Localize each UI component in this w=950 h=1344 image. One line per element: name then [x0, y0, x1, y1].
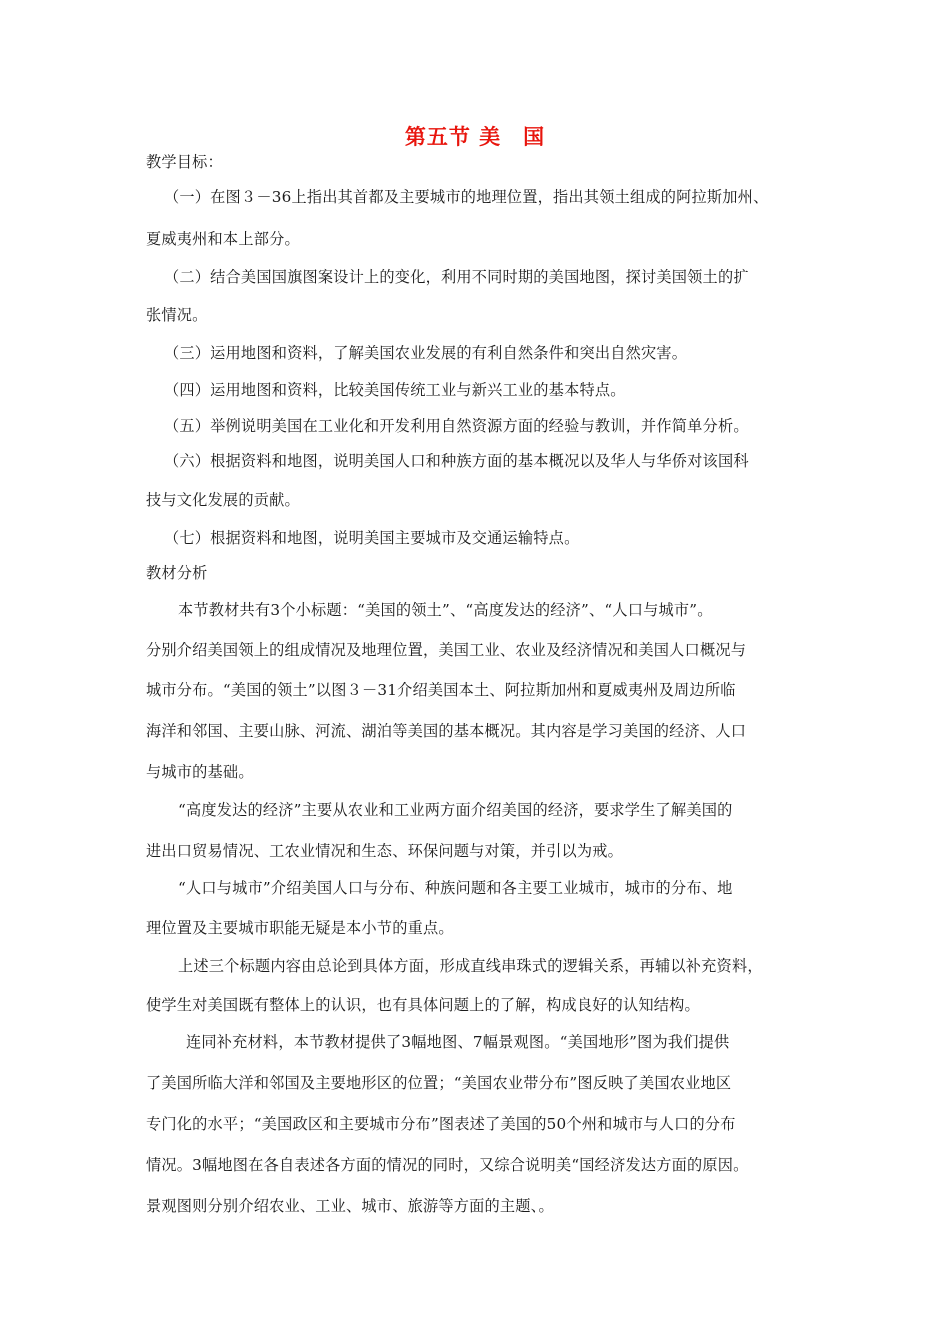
objective-3: （三）运用地图和资料，了解美国农业发展的有利自然条件和突出自然灾害。: [164, 344, 688, 362]
objectives-heading: 教学目标：: [146, 153, 223, 171]
analysis-heading: 教材分析: [146, 564, 208, 582]
paragraph-1-line-4: 海洋和邻国、主要山脉、河流、湖泊等美国的基本概况。其内容是学习美国的经济、人口: [146, 722, 747, 740]
paragraph-2-line-2: 进出口贸易情况、工农业情况和生态、环保问题与对策，并引以为戒。: [146, 842, 624, 860]
paragraph-1-line-5: 与城市的基础。: [146, 763, 254, 781]
objective-5: （五）举例说明美国在工业化和开发利用自然资源方面的经验与教训，并作简单分析。: [164, 417, 749, 435]
paragraph-1-line-2: 分别介绍美国领上的组成情况及地理位置，美国工业、农业及经济情况和美国人口概况与: [146, 641, 747, 659]
objective-4: （四）运用地图和资料，比较美国传统工业与新兴工业的基本特点。: [164, 381, 626, 399]
paragraph-1-line-3: 城市分布。“美国的领土”以图３－31介绍美国本土、阿拉斯加州和夏威夷州及周边所临: [146, 681, 736, 699]
paragraph-5-line-1: 连同补充材料，本节教材提供了3幅地图、7幅景观图。“美国地形”图为我们提供: [186, 1033, 730, 1051]
paragraph-5-line-3: 专门化的水平；“美国政区和主要城市分布”图表述了美国的50个州和城市与人口的分布: [146, 1115, 736, 1133]
paragraph-5-line-2: 了美国所临大洋和邻国及主要地形区的位置；“美国农业带分布”图反映了美国农业地区: [146, 1074, 732, 1092]
paragraph-2-line-1: “高度发达的经济”主要从农业和工业两方面介绍美国的经济，要求学生了解美国的: [178, 801, 733, 819]
objective-6-line-1: （六）根据资料和地图，说明美国人口和种族方面的基本概况以及华人与华侨对该国科: [164, 452, 749, 470]
objective-6-line-2: 技与文化发展的贡献。: [146, 491, 300, 509]
paragraph-3-line-2: 理位置及主要城市职能无疑是本小节的重点。: [146, 919, 454, 937]
objective-2-line-2: 张情况。: [146, 306, 208, 324]
paragraph-5-line-5: 景观图则分别介绍农业、工业、城市、旅游等方面的主题、。: [146, 1197, 554, 1215]
objective-1-line-1: （一）在图３－36上指出其首都及主要城市的地理位置，指出其领土组成的阿拉斯加州、: [164, 188, 769, 206]
paragraph-3-line-1: “人口与城市”介绍美国人口与分布、种族问题和各主要工业城市，城市的分布、地: [178, 879, 733, 897]
objective-2-line-1: （二）结合美国国旗图案设计上的变化，利用不同时期的美国地图，探讨美国领土的扩: [164, 268, 749, 286]
objective-1-line-2: 夏威夷州和本上部分。: [146, 230, 300, 248]
paragraph-4-line-1: 上述三个标题内容由总论到具体方面，形成直线串珠式的逻辑关系，再辅以补充资料，: [178, 957, 763, 975]
objective-7: （七）根据资料和地图，说明美国主要城市及交通运输特点。: [164, 529, 580, 547]
paragraph-1-line-1: 本节教材共有3个小标题：“美国的领土”、“高度发达的经济”、“人口与城市”。: [178, 601, 713, 619]
document-title: 第五节 美 国: [404, 124, 546, 149]
paragraph-5-line-4: 情况。3幅地图在各自表述各方面的情况的同时，又综合说明美“国经济发达方面的原因。: [146, 1156, 749, 1174]
paragraph-4-line-2: 使学生对美国既有整体上的认识，也有具体问题上的了解，构成良好的认知结构。: [146, 996, 700, 1014]
